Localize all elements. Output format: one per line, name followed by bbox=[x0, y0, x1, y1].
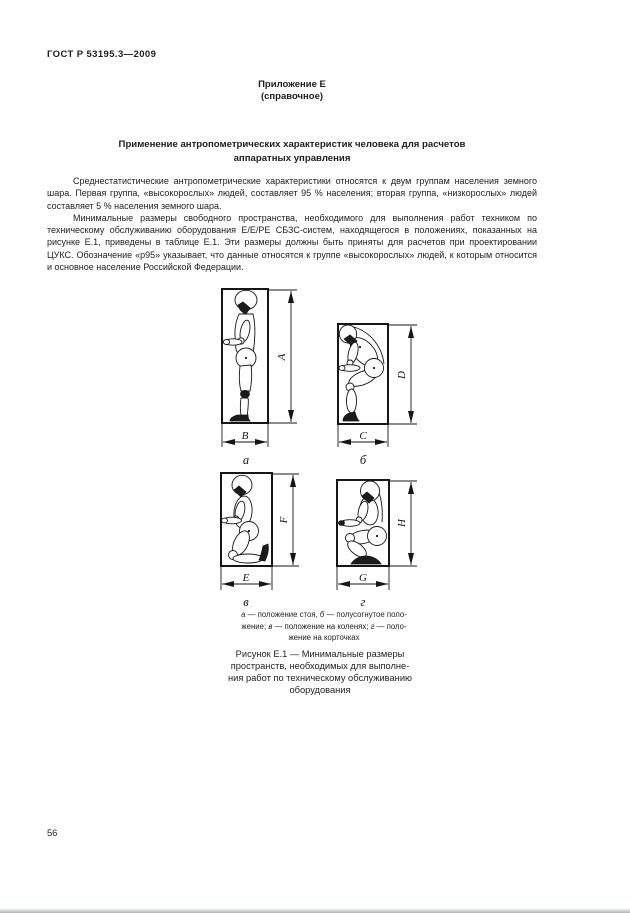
section-title-line2: аппаратных управления bbox=[233, 153, 351, 164]
page-bottom-edge bbox=[0, 908, 630, 913]
panel-standing bbox=[222, 289, 297, 467]
doc-code: ГОСТ Р 53195.3—2009 bbox=[47, 49, 157, 60]
appendix-label: Приложение Е bbox=[258, 79, 326, 90]
dim-label-A: A bbox=[276, 353, 288, 361]
figure-e1-svg bbox=[195, 283, 435, 615]
dim-label-C: C bbox=[359, 430, 367, 442]
dim-label-B: B bbox=[241, 430, 249, 442]
section-title bbox=[47, 138, 537, 166]
mannequin-half-bent-icon bbox=[339, 325, 384, 421]
mannequin-kneeling-icon bbox=[222, 475, 269, 563]
dim-label-G: G bbox=[359, 572, 367, 584]
section-title-line1: Применение антропометрических характеристик человека для расчетов bbox=[118, 139, 466, 150]
appendix-type: (справочное) bbox=[260, 91, 324, 102]
figure-e1-diagram bbox=[195, 283, 435, 615]
mannequin-standing-icon bbox=[223, 290, 257, 421]
panel-letter-b: б bbox=[359, 453, 367, 467]
page-number: 56 bbox=[47, 828, 58, 838]
panel-letter-a: а bbox=[242, 453, 250, 467]
body-paragraph-1: Среднестатистические антропометрические характеристики относятся к двум группам населения земного шара. Первая группа, «высокорослых» людей, составляет 95 % населения; вторая группа, «низкорослых» людей составляет 5 % населения земного шара. bbox=[47, 176, 537, 211]
dim-label-E: E bbox=[242, 572, 250, 584]
panel-half-bent bbox=[338, 324, 417, 467]
figure-legend: а — положение стоя, б — полусогнутое поло- жение; в — положение на коленях; г — поло- жение на корточках bbox=[241, 610, 407, 643]
dim-label-D: D bbox=[396, 371, 408, 379]
dim-label-F: F bbox=[278, 516, 290, 524]
mannequin-squatting-icon bbox=[339, 481, 387, 564]
body-paragraph-2: Минимальные размеры свободного пространства, необходимого для выполнения работ техником по техническому обслуживанию оборудования Е/Е/РЕ СБЗС-систем, находящегося в положениях, показанных на рисунке Е.1, приведены в таблице Е.1. Эти размеры должны быть приняты для расчетов при проектировании ЦУКС. Обозначение «р95» указывает, что данные относятся к группе «высокорослых» людей, к которым относится и основное население Российской Федерации. bbox=[47, 212, 537, 273]
panel-squatting bbox=[337, 480, 417, 609]
dim-label-H: H bbox=[396, 519, 408, 527]
panel-letter-g: г bbox=[360, 595, 366, 609]
appendix-heading bbox=[47, 79, 537, 103]
panel-letter-v: в bbox=[243, 595, 249, 609]
body-text bbox=[47, 175, 537, 273]
figure-caption: Рисунок Е.1 — Минимальные размеры пространств, необходимых для выполне- ния работ по техническому обслуживанию оборудования bbox=[228, 649, 412, 695]
panel-kneeling bbox=[221, 473, 299, 609]
